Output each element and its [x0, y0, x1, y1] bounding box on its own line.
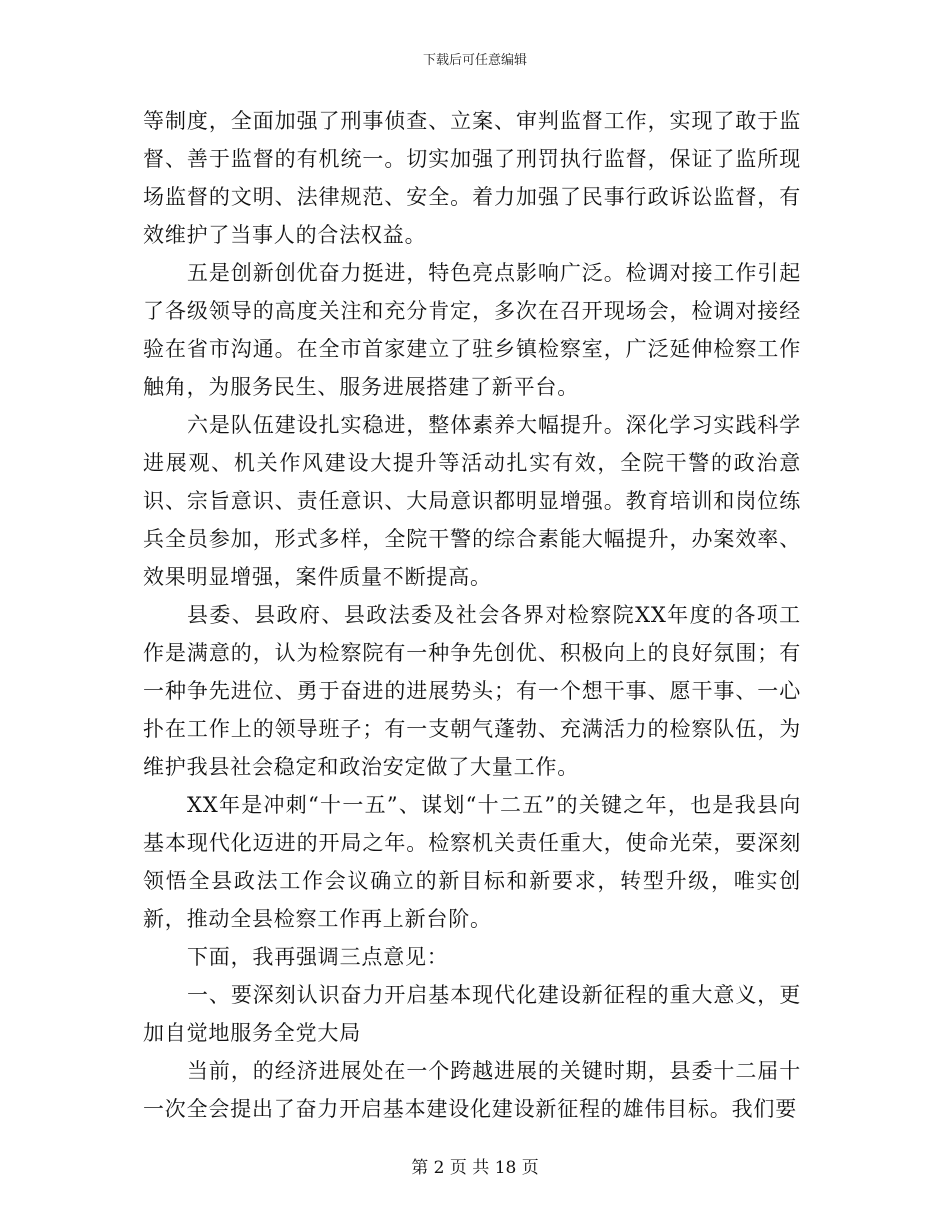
paragraph: 下面，我再强调三点意见： [187, 945, 449, 969]
paragraph: 当前，的经济进展处在一个跨越进展的关键时期，县委十二届十一次全会提出了奋力开启基本建设化建设新征程的雄伟目标。我们要 [143, 1059, 801, 1121]
paragraph: 等制度，全面加强了刑事侦查、立案、审判监督工作，实现了敢于监督、善于监督的有机统一。切实加强了刑罚执行监督，保证了监所现场监督的文明、法律规范、安全。着力加强了民事行政诉讼监督，有效维护了当事人的合法权益。 [143, 109, 801, 247]
section-heading: 一、要深刻认识奋力开启基本现代化建设新征程的重大意义，更加自觉地服务全党大局 [143, 983, 801, 1045]
paragraph: 五是创新创优奋力挺进，特色亮点影响广泛。检调对接工作引起了各级领导的高度关注和充分肯定，多次在召开现场会，检调对接经验在省市沟通。在全市首家建立了驻乡镇检察室，广泛延伸检察工作触角，为服务民生、服务进展搭建了新平台。 [143, 261, 801, 399]
paragraph: 县委、县政府、县政法委及社会各界对检察院XX年度的各项工作是满意的，认为检察院有一种争先创优、积极向上的良好氛围；有一种争先进位、勇于奋进的进展势头；有一个想干事、愿干事、一心扑在工作上的领导班子；有一支朝气蓬勃、充满活力的检察队伍，为维护我县社会稳定和政治安定做了大量工作。 [143, 603, 801, 779]
paragraph: 六是队伍建设扎实稳进，整体素养大幅提升。深化学习实践科学进展观、机关作风建设大提升等活动扎实有效，全院干警的政治意识、宗旨意识、责任意识、大局意识都明显增强。教育培训和岗位练兵全员参加，形式多样，全院干警的综合素能大幅提升，办案效率、效果明显增强，案件质量不断提高。 [143, 413, 801, 589]
page-footer: 第 2 页 共 18 页 [411, 1158, 539, 1178]
paragraph: XX年是冲刺“十一五”、谋划“十二五”的关键之年，也是我县向基本现代化迈进的开局之年。检察机关责任重大，使命光荣，要深刻领悟全县政法工作会议确立的新目标和新要求，转型升级，唯实创新，推动全县检察工作再上新台阶。 [143, 793, 801, 931]
document-body [143, 102, 801, 1128]
page-header: 下载后可任意编辑 [422, 53, 527, 68]
